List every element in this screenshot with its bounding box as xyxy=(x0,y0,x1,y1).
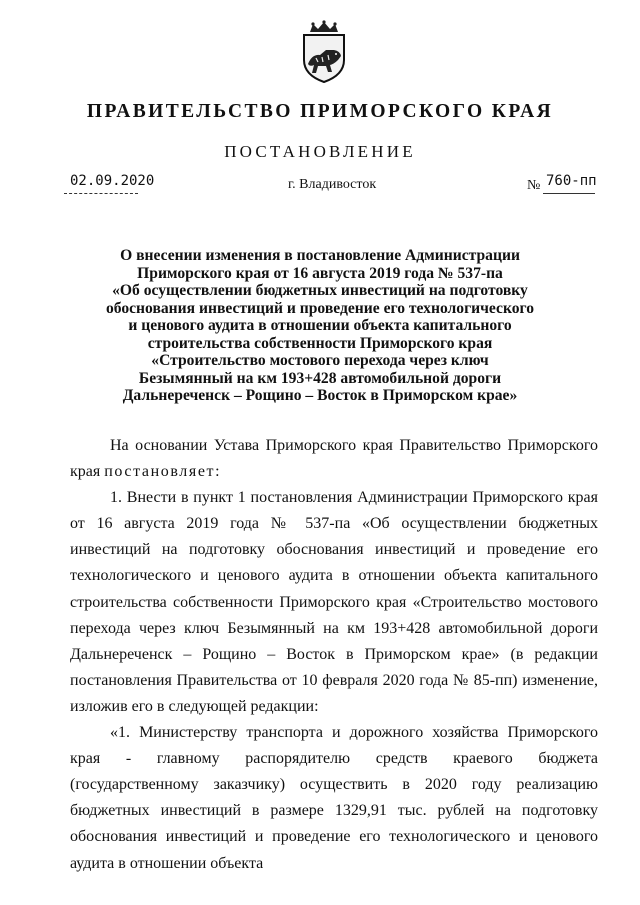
preamble-paragraph xyxy=(70,433,598,485)
resolves-text: постановляет: xyxy=(104,463,222,481)
heading-line: и ценового аудита в отношении объекта капитального xyxy=(128,317,512,334)
heading-line: Приморского края от 16 августа 2019 года № 537-па xyxy=(137,264,503,282)
government-title: ПРАВИТЕЛЬСТВО ПРИМОРСКОГО КРАЯ xyxy=(86,101,554,122)
document-body xyxy=(70,433,598,877)
heading-line: «Об осуществлении бюджетных инвестиций на подготовку xyxy=(112,282,528,299)
heading-line: О внесении изменения в постановление Администрации xyxy=(120,247,520,264)
document-city: г. Владивосток xyxy=(288,177,377,192)
date-underline xyxy=(64,193,138,194)
item-1-paragraph: 1. Внести в пункт 1 постановления Администрации Приморского края от 16 августа 2019 года № 537-па «Об осуществлении бюджетных инвестиций на подготовку обоснования инвестиций и проведение его технологического и ценового аудита в отношении объекта капитального строительства собственности Приморского края «Строительство мостового перехода через ключ Безымянный на км 193+428 автомобильной дороги Дальнереченск – Рощино – Восток в Приморском крае» (в редакции постановления Правительства от 10 февраля 2020 года № 85-пп) изменение, изложив его в следующей редакции: xyxy=(70,489,598,715)
document-number: 760-пп xyxy=(546,173,597,189)
number-underline xyxy=(543,193,595,194)
heading-line: «Строительство мостового перехода через ключ xyxy=(151,352,489,369)
heading-line: обоснования инвестиций и проведение его технологического xyxy=(105,299,535,317)
document-heading xyxy=(0,247,640,405)
quote-1-paragraph: «1. Министерству транспорта и дорожного хозяйства Приморского края - главному распорядителю средств краевого бюджета (государственному заказчику) осуществить в 2020 году реализацию бюджетных инвестиций в размере 1329,91 тыс. рублей на подготовку обоснования инвестиций и проведение его технологического и ценового аудита в отношении объекта xyxy=(70,724,598,872)
heading-line: Дальнереченск – Рощино – Восток в Приморском крае» xyxy=(122,387,518,404)
coat-of-arms-icon xyxy=(296,20,352,84)
preamble-text: На основании Устава Приморского края Правительство Приморского края xyxy=(70,437,598,481)
number-sign: № xyxy=(527,178,541,193)
document-date: 02.09.2020 xyxy=(70,173,155,189)
heading-line: строительства собственности Приморского края xyxy=(147,334,493,352)
heading-line: Безымянный на км 193+428 автомобильной дороги xyxy=(138,369,502,387)
document-type: ПОСТАНОВЛЕНИЕ xyxy=(224,142,416,161)
